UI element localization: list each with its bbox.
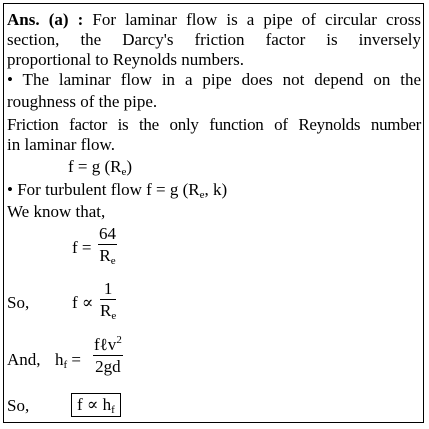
equation-1: f = g $(R_e)$: [68, 157, 133, 178]
paragraph-2-line-1: Friction factor is the only function of Reynolds number: [7, 115, 421, 134]
bullet-2: • For turbulent flow f = g ($R_e$, k): [7, 180, 228, 201]
equation-4-fraction: [93, 335, 123, 377]
answer-text-1: For laminar flow is a pipe of circular cross: [83, 10, 421, 29]
we-know-that: We know that,: [7, 202, 106, 221]
equation-3-denominator: $R_e$: [100, 301, 117, 322]
equation-2-numerator: 64: [99, 224, 116, 243]
equation-4-denominator: 2gd: [93, 355, 123, 377]
equation-5-label: So,: [7, 396, 30, 415]
equation-2-lhs: f =: [72, 238, 92, 257]
bullet-1-line-2: roughness of the pipe.: [7, 92, 158, 111]
paragraph-2-line-2: in laminar flow.: [7, 135, 115, 154]
equation-4-lhs: $h_f$ =: [55, 350, 82, 371]
equation-2-denominator: $R_e$: [99, 246, 116, 267]
equation-4-numerator: fℓv$^2$: [94, 334, 122, 354]
equation-5-boxed-result: $f \propto h_f$: [71, 393, 121, 417]
equation-2-fraction: [98, 224, 117, 266]
equation-4-label: And,: [7, 350, 41, 369]
bullet-1-line-1: • The laminar flow in a pipe does not depend on the: [7, 70, 421, 89]
answer-line-3: proportional to Reynolds numbers.: [7, 50, 245, 69]
equation-3-lhs: f ∝: [72, 293, 94, 312]
equation-3-numerator: 1: [103, 279, 113, 298]
equation-3-fraction: [100, 279, 116, 321]
answer-label: Ans. (a) :: [7, 10, 84, 29]
answer-line-2: section, the Darcy's friction factor is inversely: [7, 30, 421, 49]
answer-line-1: [7, 10, 421, 30]
equation-3-label: So,: [7, 293, 30, 312]
